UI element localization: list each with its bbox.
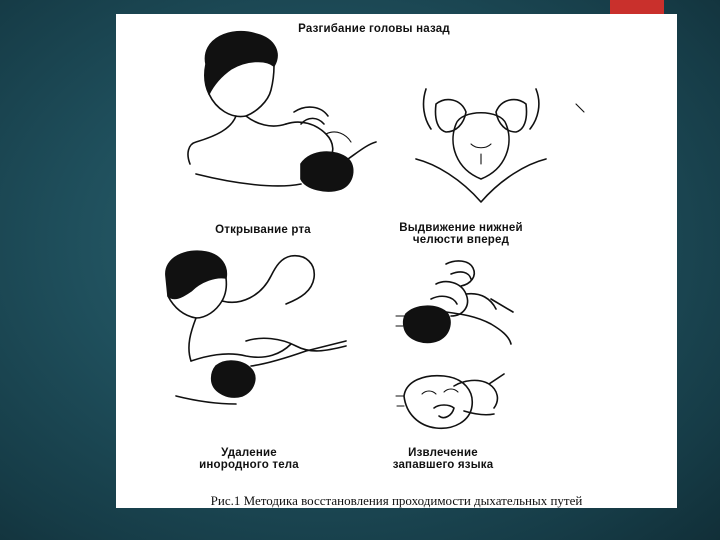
accent-bar <box>610 0 664 14</box>
illustration-head-tilt-overhead <box>406 84 566 209</box>
figure-sheet <box>116 14 677 508</box>
label-tongue-extraction: Извлечение запавшего языка <box>392 447 494 471</box>
illustration-jaw-thrust <box>391 254 521 354</box>
label-jaw-thrust: Выдвижение нижней челюсти вперед <box>399 222 523 246</box>
label-head-tilt: Разгибание головы назад <box>298 23 450 35</box>
illustration-tongue-extraction <box>394 366 514 446</box>
label-foreign-body-removal: Удаление инородного тела <box>199 447 299 471</box>
label-mouth-opening: Открывание рта <box>215 224 311 236</box>
illustration-mouth-opening <box>156 246 356 411</box>
figure-caption: Рис.1 Методика восстановления проходимости дыхательных путей <box>210 493 583 508</box>
illustration-head-tilt <box>176 24 376 204</box>
